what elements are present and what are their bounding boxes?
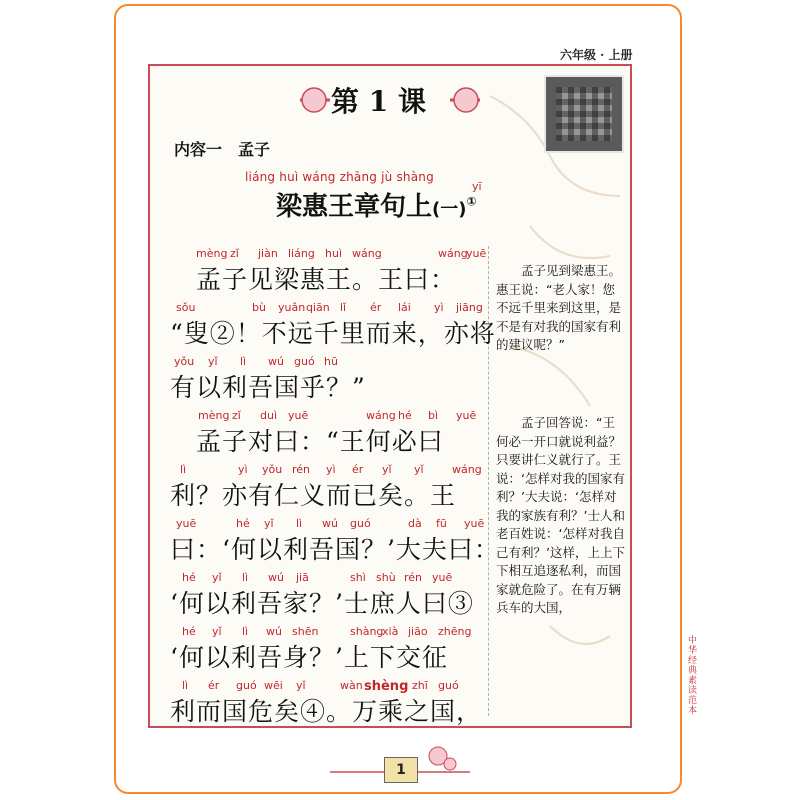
pinyin-syllable: mèng — [198, 409, 230, 422]
article-title-pinyin: liáng huì wáng zhāng jù shàng — [245, 170, 434, 184]
pinyin-syllable: zǐ — [230, 247, 239, 260]
article-title-note: ① — [466, 194, 477, 209]
pinyin-syllable: wú — [268, 571, 284, 584]
pinyin-syllable: lì — [296, 517, 303, 530]
pinyin-syllable: bì — [428, 409, 439, 422]
pinyin-syllable: wēi — [264, 679, 283, 692]
pinyin-syllable: yuē — [432, 571, 453, 584]
pinyin-syllable: ér — [370, 301, 382, 314]
pinyin-syllable: hé — [182, 571, 196, 584]
pinyin-syllable: yuē — [466, 247, 487, 260]
pinyin-syllable: mèng — [196, 247, 228, 260]
pinyin-syllable: wáng — [452, 463, 482, 476]
pinyin-syllable: shàng — [350, 625, 384, 638]
pinyin-syllable: guó — [438, 679, 459, 692]
text-line: 利而国危矣④。万乘之国， — [170, 697, 483, 726]
pinyin-syllable: yǐ — [382, 463, 392, 476]
side-vertical-text: 中华经典素读范本 — [688, 636, 698, 716]
pinyin-syllable: jiāo — [408, 625, 428, 638]
pinyin-line — [160, 625, 490, 639]
text-line: 孟子对曰：“王何必曰 — [170, 427, 444, 456]
pinyin-syllable: yǐ — [296, 679, 306, 692]
pinyin-syllable: xià — [382, 625, 399, 638]
pinyin-syllable: sǒu — [176, 301, 196, 314]
pinyin-syllable: yì — [238, 463, 248, 476]
text-line: 利？亦有仁义而已矣。王 — [170, 481, 457, 510]
pinyin-syllable: yǐ — [212, 625, 222, 638]
pinyin-line — [160, 409, 490, 423]
pinyin-syllable: shì — [350, 571, 366, 584]
pinyin-syllable: hé — [182, 625, 196, 638]
pinyin-syllable: fū — [436, 517, 447, 530]
pinyin-syllable: bù — [252, 301, 266, 314]
lesson-title: 第 1 课 — [331, 85, 426, 118]
pinyin-syllable: shèng — [364, 679, 409, 694]
pinyin-syllable: yuǎn — [278, 301, 306, 314]
pinyin-syllable: huì — [325, 247, 342, 260]
text-line: ‘何以利吾家？’士庶人曰③ — [170, 589, 474, 618]
pinyin-syllable: wáng — [352, 247, 382, 260]
article-title-suffix: (一) — [432, 199, 467, 220]
pinyin-syllable: rén — [404, 571, 423, 584]
pinyin-syllable: wàn — [340, 679, 363, 692]
pinyin-syllable: lì — [240, 355, 247, 368]
pinyin-syllable: liáng — [288, 247, 315, 260]
pinyin-syllable: hé — [398, 409, 412, 422]
pinyin-syllable: zhēng — [438, 625, 472, 638]
pinyin-line — [160, 247, 490, 261]
page-number: 1 — [384, 757, 418, 783]
pinyin-syllable: yǒu — [262, 463, 283, 476]
pinyin-syllable: yì — [326, 463, 336, 476]
qr-code-pattern — [556, 87, 612, 141]
pinyin-syllable: yuē — [464, 517, 485, 530]
pinyin-syllable: yǐ — [212, 571, 222, 584]
pinyin-syllable: zhī — [412, 679, 428, 692]
pinyin-syllable: yǒu — [174, 355, 195, 368]
pinyin-syllable: hū — [324, 355, 338, 368]
pinyin-syllable: wú — [322, 517, 338, 530]
pinyin-syllable: wú — [266, 625, 282, 638]
pinyin-syllable: guó — [294, 355, 315, 368]
pinyin-syllable: yǐ — [208, 355, 218, 368]
pinyin-line — [160, 679, 490, 693]
pinyin-syllable: yì — [434, 301, 444, 314]
pinyin-syllable: shēn — [292, 625, 319, 638]
article-title-text: 梁惠王章句上 — [276, 192, 433, 222]
pinyin-syllable: lì — [242, 625, 249, 638]
pinyin-syllable: lǐ — [340, 301, 347, 314]
pinyin-syllable: yuē — [176, 517, 197, 530]
pinyin-syllable: wáng — [366, 409, 396, 422]
pinyin-line — [160, 517, 490, 531]
pinyin-syllable: lì — [180, 463, 187, 476]
text-line: 曰：‘何以利吾国？’大夫曰： — [170, 535, 500, 564]
grade-label: 六年级 · 上册 — [560, 48, 633, 62]
pinyin-syllable: wáng — [438, 247, 468, 260]
pinyin-syllable: ér — [352, 463, 364, 476]
pinyin-line — [160, 571, 490, 585]
text-line: ‘何以利吾身？’上下交征 — [170, 643, 448, 672]
pinyin-syllable: guó — [236, 679, 257, 692]
content-label: 内容一 孟子 — [174, 140, 271, 159]
pinyin-syllable: lái — [398, 301, 411, 314]
pinyin-syllable: lì — [242, 571, 249, 584]
pinyin-syllable: duì — [260, 409, 278, 422]
pinyin-syllable: rén — [292, 463, 311, 476]
article-title-pinyin-yi: yī — [472, 180, 482, 193]
article-title — [276, 186, 477, 223]
qr-code[interactable] — [544, 75, 624, 153]
pinyin-syllable: ér — [208, 679, 220, 692]
text-line: 孟子见梁惠王。王曰： — [170, 265, 457, 294]
text-line: “叟②！不远千里而来，亦将 — [170, 319, 496, 348]
pinyin-syllable: lì — [182, 679, 189, 692]
pinyin-syllable: jiàn — [258, 247, 278, 260]
pinyin-syllable: jiā — [296, 571, 309, 584]
pinyin-syllable: yuē — [288, 409, 309, 422]
pinyin-syllable: yuē — [456, 409, 477, 422]
translation-paragraph-1: 孟子见到梁惠王。惠王说：“老人家！您不远千里来到这里，是不是有对我的国家有利的建议呢？” — [496, 263, 622, 352]
translation-paragraph-2: 孟子回答说：“王何必一开口就说利益？只要讲仁义就行了。王说：‘怎样对我的国家有利？’大夫说：‘怎样对我的家族有利？’士人和老百姓说：‘怎样对我自己有利？’这样，上上下下相互追逐私利，而国家就危险了。在有万辆兵车的大国， — [496, 415, 625, 615]
pinyin-syllable: hé — [236, 517, 250, 530]
pinyin-syllable: wú — [268, 355, 284, 368]
pinyin-syllable: guó — [350, 517, 371, 530]
pinyin-syllable: yǐ — [264, 517, 274, 530]
pinyin-syllable: jiāng — [456, 301, 483, 314]
pinyin-syllable: qiān — [306, 301, 330, 314]
pinyin-syllable: dà — [408, 517, 422, 530]
pinyin-syllable: shù — [376, 571, 396, 584]
pinyin-line — [160, 463, 490, 477]
pinyin-syllable: yǐ — [414, 463, 424, 476]
pinyin-line — [160, 301, 490, 315]
pinyin-syllable: zǐ — [232, 409, 241, 422]
text-line: 有以利吾国乎？” — [170, 373, 366, 402]
pinyin-line — [160, 355, 490, 369]
